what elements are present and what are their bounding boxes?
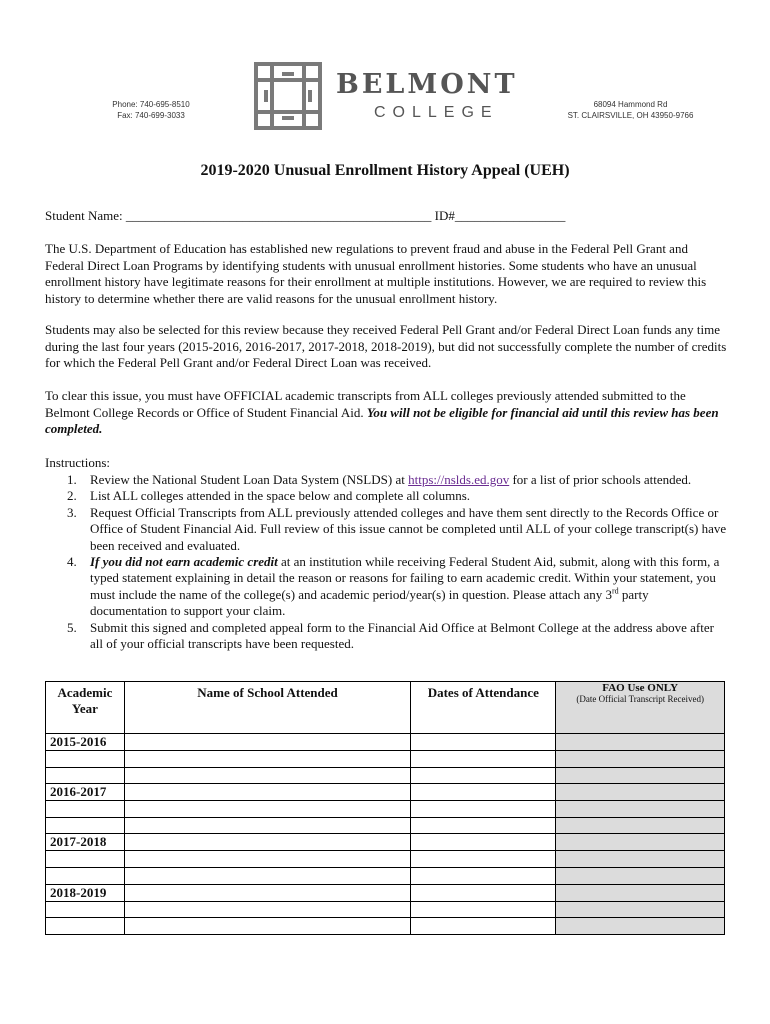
- instruction-item: [45, 472, 728, 488]
- dates-cell[interactable]: [411, 884, 556, 901]
- dates-cell[interactable]: [411, 751, 556, 768]
- belmont-college-logo: [252, 60, 532, 132]
- school-name-cell[interactable]: [124, 751, 410, 768]
- dates-cell[interactable]: [411, 784, 556, 801]
- intro-paragraph: The U.S. Department of Education has established new regulations to prevent fraud and abuse in the Federal Pell Grant and Federal Direct Loan Programs by identifying students with unusual enrollment histories. Some students who have an unusual enrollment history have legitimate reasons for their enrollment at multiple institutions. However, we are required to review this history to determine whether there are valid reasons for the unusual enrollment history.: [45, 241, 707, 306]
- instruction-number: 5.: [67, 619, 77, 635]
- dates-cell[interactable]: [411, 867, 556, 884]
- instruction-number: 2.: [67, 488, 77, 504]
- schools-attended-table: [45, 681, 725, 935]
- dates-cell[interactable]: [411, 817, 556, 834]
- dates-cell[interactable]: [411, 851, 556, 868]
- address-street: 68094 Hammond Rd: [593, 100, 668, 109]
- dates-cell[interactable]: [411, 734, 556, 751]
- fao-cell: [556, 884, 725, 901]
- academic-year-cell: 2015-2016: [46, 734, 125, 751]
- logo-word-belmont: BELMONT: [336, 69, 518, 100]
- student-id-field[interactable]: _________________: [454, 208, 566, 223]
- fao-cell: [556, 784, 725, 801]
- school-name-cell[interactable]: [124, 834, 410, 851]
- school-name-cell[interactable]: [124, 767, 410, 784]
- ordinal-suffix: rd: [611, 586, 619, 596]
- clearance-paragraph: [45, 388, 728, 438]
- table-row: [46, 918, 725, 935]
- dates-cell[interactable]: [411, 901, 556, 918]
- contact-phone-fax: [96, 99, 206, 121]
- school-name-cell[interactable]: [124, 851, 410, 868]
- fao-cell: [556, 751, 725, 768]
- student-info-line: [45, 208, 565, 224]
- student-name-label: Student Name:: [45, 208, 126, 223]
- nslds-link[interactable]: https://nslds.ed.gov: [408, 472, 510, 487]
- instruction-text: Review the National Student Loan Data System (NSLDS) at: [90, 472, 409, 487]
- instruction-text: List ALL colleges attended in the space below and complete all columns.: [90, 488, 471, 504]
- school-name-cell[interactable]: [124, 901, 410, 918]
- table-row: [46, 884, 725, 901]
- header-dates: Dates of Attendance: [411, 682, 556, 734]
- instructions-list: [45, 472, 728, 652]
- table-row: [46, 767, 725, 784]
- instruction-emphasis: If you did not earn academic credit: [90, 554, 278, 570]
- school-name-cell[interactable]: [124, 867, 410, 884]
- student-name-field[interactable]: _______________________________________________: [125, 208, 432, 223]
- school-name-cell[interactable]: [124, 784, 410, 801]
- fao-cell: [556, 867, 725, 884]
- instruction-number: 3.: [67, 504, 77, 520]
- school-name-cell[interactable]: [124, 884, 410, 901]
- table-row: [46, 867, 725, 884]
- fao-cell: [556, 901, 725, 918]
- instruction-item: [45, 505, 728, 554]
- instruction-item: [45, 620, 728, 653]
- phone-number: Phone: 740-695-8510: [112, 100, 190, 109]
- instruction-text: party documentation to support your claim.: [90, 586, 649, 619]
- fao-cell: [556, 834, 725, 851]
- instruction-item: [45, 488, 728, 504]
- contact-address: [548, 99, 713, 121]
- header-fao-use: [556, 682, 725, 734]
- table-row: [46, 801, 725, 818]
- fao-cell: [556, 817, 725, 834]
- fao-cell: [556, 767, 725, 784]
- instruction-text: at an institution while receiving Federal Student Aid, submit, along with this form, a typed statement explaining in detail the reason or reasons for failing to earn academic credit. Within your statement, you must include the name of the college(s) and academic period/year(s) in question. Please attach any 3: [90, 554, 720, 602]
- header-academic-year: Academic Year: [46, 682, 125, 734]
- fao-cell: [556, 801, 725, 818]
- table-row: [46, 901, 725, 918]
- school-name-cell[interactable]: [124, 734, 410, 751]
- instruction-text: Request Official Transcripts from ALL previously attended colleges and have them sent directly to the Records Office or Office of Student Financial Aid. Full review of this issue cannot be completed until ALL of your college transcript(s) have been received and evaluated.: [90, 504, 727, 553]
- eligibility-warning: You will not be eligible for financial aid until this review has been completed.: [45, 404, 719, 436]
- instruction-item: [45, 554, 728, 620]
- table-row: [46, 751, 725, 768]
- table-row: [46, 817, 725, 834]
- table-row: [46, 834, 725, 851]
- academic-year-cell: 2017-2018: [46, 834, 125, 851]
- dates-cell[interactable]: [411, 767, 556, 784]
- address-city: ST. CLAIRSVILLE, OH 43950-9766: [567, 111, 694, 120]
- dates-cell[interactable]: [411, 834, 556, 851]
- selection-paragraph: Students may also be selected for this review because they received Federal Pell Grant and/or Federal Direct Loan funds any time during the last four years (2015-2016, 2016-2017, 2017-2018, 2018-2019), but did not successfully complete the number of credits for which the Federal Pell Grant and/or Federal Direct Loan was received.: [45, 322, 727, 370]
- fao-cell: [556, 851, 725, 868]
- instruction-number: 1.: [67, 472, 77, 487]
- fao-cell: [556, 734, 725, 751]
- fao-cell: [556, 918, 725, 935]
- college-crest-icon: [252, 60, 324, 132]
- dates-cell[interactable]: [411, 801, 556, 818]
- fax-number: Fax: 740-699-3033: [117, 111, 185, 120]
- academic-year-cell: 2016-2017: [46, 784, 125, 801]
- instruction-text: for a list of prior schools attended.: [509, 472, 692, 487]
- instruction-text: Submit this signed and completed appeal form to the Financial Aid Office at Belmont College at the address above after all of your official transcripts have been requested.: [90, 619, 714, 652]
- instructions-heading: Instructions:: [45, 455, 110, 470]
- fao-subtitle: (Date Official Transcript Received): [576, 694, 704, 704]
- school-name-cell[interactable]: [124, 817, 410, 834]
- table-row: [46, 734, 725, 751]
- school-name-cell[interactable]: [124, 801, 410, 818]
- clearance-text: To clear this issue, you must have OFFICIAL academic transcripts from ALL colleges previously attended submitted to the Belmont College Records or Office of Student Financial Aid.: [45, 388, 686, 420]
- dates-cell[interactable]: [411, 918, 556, 935]
- table-header-row: [46, 682, 725, 734]
- header-school-name: Name of School Attended: [124, 682, 410, 734]
- table-row: [46, 851, 725, 868]
- school-name-cell[interactable]: [124, 918, 410, 935]
- fao-title: FAO Use ONLY: [602, 682, 679, 694]
- academic-year-cell: 2018-2019: [46, 884, 125, 901]
- instruction-number: 4.: [67, 554, 77, 570]
- student-id-label: ID#: [431, 208, 455, 223]
- page-title: 2019-2020 Unusual Enrollment History Appeal (UEH): [200, 162, 570, 179]
- table-row: [46, 784, 725, 801]
- logo-word-college: COLLEGE: [374, 104, 499, 121]
